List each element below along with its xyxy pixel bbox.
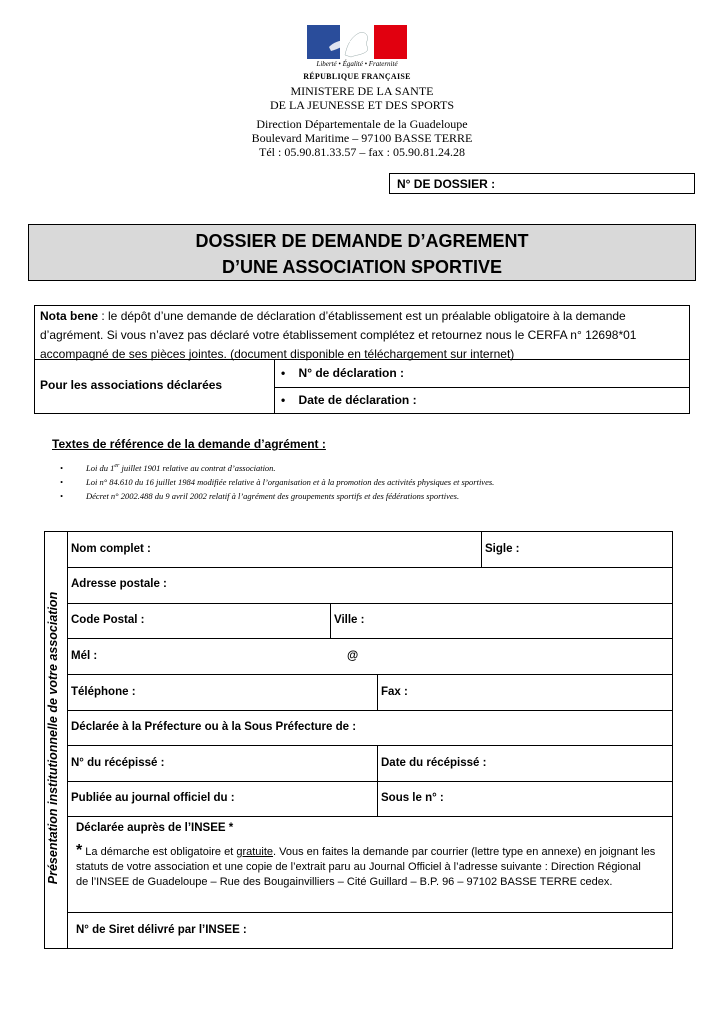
nota-bene-label: Nota bene <box>40 309 99 323</box>
direction-line: Direction Départementale de la Guadeloupe <box>256 117 468 131</box>
journal-number-field[interactable]: Sous le n° : <box>381 792 444 804</box>
title-line1: DOSSIER DE DEMANDE D’AGREMENT <box>195 231 529 251</box>
divider <box>481 531 482 567</box>
reference-item: • Loi n° 84.610 du 16 juillet 1984 modifiée relative à l’organisation et à la promotion des activités physiques et sportives. <box>60 477 495 487</box>
full-name-field[interactable]: Nom complet : <box>71 543 151 555</box>
at-sign: @ <box>347 650 359 662</box>
receipt-number-field[interactable]: N° du récépissé : <box>71 757 165 769</box>
postal-address-field[interactable]: Adresse postale : <box>71 578 167 590</box>
ministry-line2: DE LA JEUNESSE ET DES SPORTS <box>269 98 455 112</box>
prefecture-field[interactable]: Déclarée à la Préfecture ou à la Sous Préfecture de : <box>71 721 357 733</box>
divider <box>274 387 690 388</box>
ministry-line1: MINISTERE DE LA SANTE <box>290 84 434 98</box>
insee-note: * La démarche est obligatoire et gratuite. Vous en faites la demande par courrier (lettre type en annexe) en joignant les statuts de votre association et une copie de l’extrait paru au Journal Officiel à l’adresse suivante : Direction Régional de l’INSEE de Guadeloupe – Rue des Bougainvilliers – Cité Guillard – B.P. 96 – 97102 BASSE TERRE cedex. <box>76 842 656 888</box>
insee-label: Déclarée auprès de l’INSEE * <box>76 822 234 834</box>
reference-item: • Loi du 1er juillet 1901 relative au contrat d’association. <box>60 463 276 473</box>
form-side-label: Présentation institutionnelle de votre association <box>46 591 60 885</box>
divider <box>330 603 331 638</box>
divider <box>68 674 673 675</box>
contact-line: Tél : 05.90.81.33.57 – fax : 05.90.81.24.28 <box>259 145 465 159</box>
declared-associations-label: Pour les associations déclarées <box>40 378 223 392</box>
bullet-icon: • <box>281 366 286 380</box>
receipt-date-field[interactable]: Date du récépissé : <box>381 757 487 769</box>
nota-bene-text <box>40 307 686 364</box>
declaration-number-field[interactable]: • N° de déclaration : <box>281 366 405 380</box>
references-title: Textes de référence de la demande d’agrément : <box>52 437 326 451</box>
reference-item: • Décret n° 2002.488 du 9 avril 2002 relatif à l’agrément des groupements sportifs et des fédérations sportives. <box>60 491 460 501</box>
divider <box>34 359 690 360</box>
nota-bene-body: : le dépôt d’une demande de déclaration d’établissement est un préalable obligatoire à la demande d’agrément. Si vous n’avez pas déclaré votre établissement complétez et retournez nous le CERFA n° 12698*01 accompagné de ses pièces jointes. (document disponible en téléchargement sur internet) <box>40 309 637 361</box>
document-title <box>28 224 696 281</box>
divider <box>377 745 378 816</box>
title-line2: D’UNE ASSOCIATION SPORTIVE <box>221 257 503 277</box>
dossier-number-field[interactable] <box>389 173 695 194</box>
divider <box>68 603 673 604</box>
city-field[interactable]: Ville : <box>334 614 365 626</box>
divider <box>68 816 673 817</box>
declaration-date-field[interactable]: • Date de déclaration : <box>281 393 417 407</box>
siret-field[interactable]: N° de Siret délivré par l’INSEE : <box>76 924 247 936</box>
journal-date-field[interactable]: Publiée au journal officiel du : <box>71 792 235 804</box>
acronym-field[interactable]: Sigle : <box>485 543 520 555</box>
dossier-number-label: N° DE DOSSIER : <box>397 177 496 191</box>
logo-motto: Liberté • Égalité • Fraternité <box>316 60 398 68</box>
marianne-logo <box>307 25 407 59</box>
bullet-icon: • <box>281 393 286 407</box>
divider <box>68 745 673 746</box>
republic-label: RÉPUBLIQUE FRANÇAISE <box>303 72 411 81</box>
divider <box>68 710 673 711</box>
divider <box>68 912 673 913</box>
divider <box>68 781 673 782</box>
divider <box>68 638 673 639</box>
marianne-profile-icon <box>307 25 407 59</box>
postal-code-field[interactable]: Code Postal : <box>71 614 145 626</box>
fax-field[interactable]: Fax : <box>381 686 408 698</box>
phone-field[interactable]: Téléphone : <box>71 686 136 698</box>
divider <box>377 674 378 710</box>
address-line: Boulevard Maritime – 97100 BASSE TERRE <box>251 131 473 145</box>
email-field[interactable]: Mél : <box>71 650 98 662</box>
divider <box>68 567 673 568</box>
